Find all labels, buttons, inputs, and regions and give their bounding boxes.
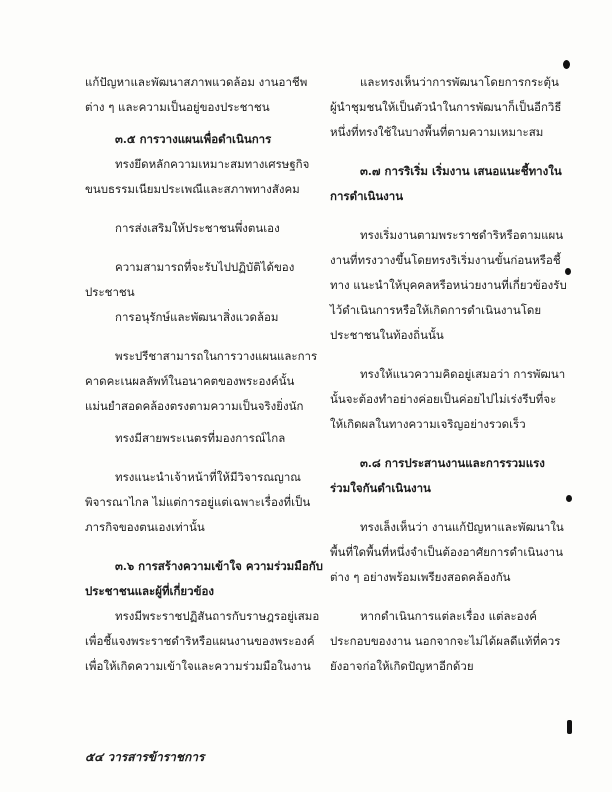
scan-speck [565, 268, 571, 275]
paragraph: หากดำเนินการแต่ละเรื่อง แต่ละองค์ประกอบของงาน นอกจากจะไม่ได้ผลดีแท้ที่ควรยังอาจก่อให้เกิดปัญหาอีกด้วย [330, 609, 561, 673]
paragraph: และทรงเห็นว่าการพัฒนาโดยการกระตุ้นผู้นำชุมชนให้เป็นตัวนำในการพัฒนาก็เป็นอีกวิธีหนึ่งที่ทรงใช้ในบางพื้นที่ตามความเหมาะสม [330, 75, 562, 139]
paragraph: ทรงให้แนวความคิดอยู่เสมอว่า การพัฒนานั้นจะต้องทำอย่างค่อยเป็นค่อยไปไม่เร่งรีบที่จะให้เกิดผลในทางความเจริญอย่างรวดเร็ว [330, 367, 566, 431]
left-column [85, 70, 323, 679]
paragraph: แก้ปัญหาและพัฒนาสภาพแวดล้อม งานอาชีพต่าง ๆ และความเป็นอยู่ของประชาชน [85, 75, 308, 114]
section-heading-3-5: ๓.๕ การวางแผนเพื่อดำเนินการ [115, 132, 272, 146]
paragraph: ทรงเริ่มงานตามพระราชดำริหรือตามแผนงานที่ทรงวางขึ้นโดยทรงริเริ่มงานขั้นก่อนหรือชี้ทาง แนะนำให้บุคคลหรือหน่วยงานที่เกี่ยวข้องรับไว้ดำเนินการหรือให้เกิดการดำเนินงานโดยประชาชนในท้องถิ่นนั้น [330, 228, 567, 342]
paragraph: ความสามารถที่จะรับไปปฏิบัติได้ของประชาชน [85, 260, 295, 299]
section-heading-3-7: ๓.๗ การริเริ่ม เริ่มงาน เสนอแนะชี้ทางในการดำเนินงาน [330, 164, 562, 203]
paragraph: ทรงยึดหลักความเหมาะสมทางเศรษฐกิจ ขนบธรรมเนียมประเพณีและสภาพทางสังคม [85, 157, 310, 196]
scan-speck [566, 495, 572, 502]
scan-speck [563, 60, 570, 69]
paragraph: ทรงมีสายพระเนตรที่มองการณ์ไกล [115, 431, 286, 445]
scan-speck [567, 720, 572, 734]
page-footer: ๕๔ วารสารข้าราชการ [85, 750, 205, 764]
section-heading-3-8: ๓.๘ การประสานงานและการรวมแรงร่วมใจกันดำเนินงาน [330, 456, 545, 495]
paragraph: การอนุรักษ์และพัฒนาสิ่งแวดล้อม [115, 310, 279, 324]
paragraph: ทรงมีพระราชปฏิสันถารกับราษฎรอยู่เสมอเพื่อชี้แจงพระราชดำริหรือแผนงานของพระองค์เพื่อให้เกิดความเข้าใจและความร่วมมือในงาน [85, 609, 320, 673]
section-heading-3-6: ๓.๖ การสร้างความเข้าใจ ความร่วมมือกับประชาชนและผู้ที่เกี่ยวข้อง [85, 559, 323, 598]
paragraph: ทรงเล็งเห็นว่า งานแก้ปัญหาและพัฒนาในพื้นที่ใดพื้นที่หนึ่งจำเป็นต้องอาศัยการดำเนินงานต่าง ๆ อย่างพร้อมเพรียงสอดคล้องกัน [330, 520, 564, 584]
paragraph: พระปรีชาสามารถในการวางแผนและการคาดคะเนผลลัพท์ในอนาคตของพระองค์นั้นแม่นยำสอดคล้องตรงตามความเป็นจริงยิ่งนัก [85, 349, 318, 413]
right-column [330, 70, 568, 679]
paragraph: การส่งเสริมให้ประชาชนพึ่งตนเอง [115, 221, 280, 235]
paragraph: ทรงแนะนำเจ้าหน้าที่ให้มีวิจารณญาณพิจารณาไกล ไม่แต่การอยู่แต่เฉพาะเรื่องที่เป็นภารกิจของตนเองเท่านั้น [85, 470, 311, 534]
